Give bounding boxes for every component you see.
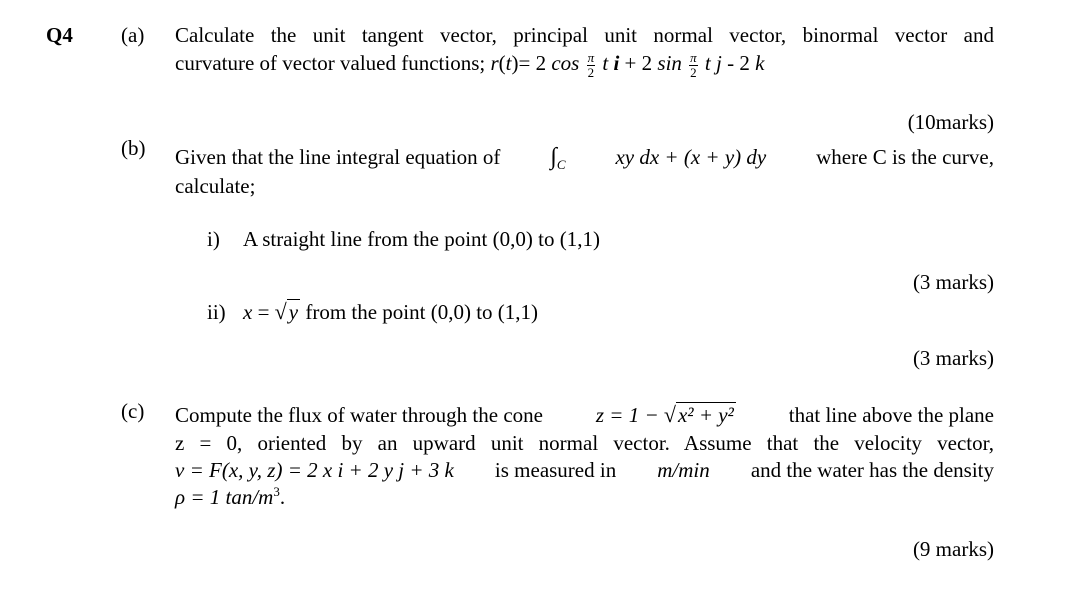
part-b-ii-marks: (3 marks) bbox=[912, 346, 994, 370]
part-c-line2: z = 0, oriented by an upward unit normal vector. Assume that the velocity vector, bbox=[175, 431, 994, 455]
part-c-density: ρ = 1 tan/m bbox=[175, 485, 274, 509]
part-c-line3-end: and the water has the density bbox=[750, 458, 994, 482]
part-a-j: j bbox=[716, 51, 722, 75]
part-c-line1-end: that line above the plane bbox=[788, 403, 994, 427]
part-b-ii-text bbox=[243, 299, 538, 325]
part-a-cos: cos bbox=[551, 51, 580, 75]
part-c-density-exp: 3 bbox=[273, 484, 280, 499]
part-a-k: k bbox=[755, 51, 765, 75]
part-c-line3 bbox=[175, 460, 994, 481]
question-number: Q4 bbox=[46, 23, 73, 47]
part-a-marks: (10marks) bbox=[907, 110, 994, 134]
part-a-t-2: t bbox=[602, 51, 609, 75]
part-c-line1-start: Compute the flux of water through the cone bbox=[175, 403, 543, 427]
part-b-i-text: A straight line from the point (0,0) to (1,1) bbox=[243, 227, 600, 251]
part-c-unit: m/min bbox=[657, 458, 710, 482]
part-b-label: (b) bbox=[121, 136, 146, 160]
part-b-i-label: i) bbox=[207, 227, 220, 251]
part-a-i: i bbox=[613, 51, 620, 75]
part-a-plus2: + 2 bbox=[619, 51, 658, 75]
part-b-i-marks: (3 marks) bbox=[912, 270, 994, 294]
part-a-t: t bbox=[505, 51, 512, 75]
part-a-eq: )= 2 bbox=[511, 51, 552, 75]
part-a-t-3: t bbox=[704, 51, 711, 75]
part-a-line2-text: curvature of vector valued functions; bbox=[175, 51, 486, 75]
part-c-line3-mid: is measured in bbox=[494, 458, 617, 482]
part-c-line4 bbox=[175, 484, 286, 509]
part-b-line2: calculate; bbox=[175, 174, 256, 198]
part-b-ii-rest: from the point (0,0) to (1,1) bbox=[300, 300, 539, 324]
part-a-sin: sin bbox=[657, 51, 682, 75]
sqrt-y: √y bbox=[274, 299, 299, 324]
part-b-integral: $\int_C$ bbox=[550, 144, 566, 172]
part-c-marks: (9 marks) bbox=[912, 537, 994, 561]
part-b-ii-eq: = bbox=[252, 300, 275, 324]
part-b-line1-start: Given that the line integral equation of bbox=[175, 145, 501, 169]
fraction-pi-over-2-b: $\frac{\pi}{2}$ bbox=[690, 50, 697, 80]
part-a-line2: curvature of vector valued functions; r(t)= 2 cos $\frac{\pi}{2}$ t i + 2 sin $\frac{\pi}{2}$ t j - 2 k bbox=[175, 50, 765, 80]
part-b-line1-end: where C is the curve, bbox=[816, 145, 994, 169]
integral-sign-icon: ∫ bbox=[550, 144, 557, 170]
part-b-ii-x: x bbox=[243, 300, 253, 324]
fraction-pi-over-2: $\frac{\pi}{2}$ bbox=[587, 50, 595, 80]
part-c-label: (c) bbox=[121, 399, 145, 423]
part-a-r: r bbox=[490, 51, 499, 75]
part-a-line1: Calculate the unit tangent vector, principal unit normal vector, binormal vector and bbox=[175, 23, 994, 47]
part-a-label: (a) bbox=[121, 23, 145, 47]
part-c-cone: z = 1 − √x² + y² bbox=[595, 402, 734, 427]
part-b-integrand: xy dx + (x + y) dy bbox=[615, 145, 767, 169]
part-b-line1 bbox=[175, 145, 994, 171]
part-c-velocity: v = F(x, y, z) = 2 x i + 2 y j + 3 k bbox=[175, 458, 454, 482]
part-c-line1 bbox=[175, 402, 994, 427]
part-a-minus2: - 2 bbox=[721, 51, 756, 75]
part-c-period: . bbox=[279, 485, 286, 509]
part-b-ii-label: ii) bbox=[207, 300, 226, 324]
